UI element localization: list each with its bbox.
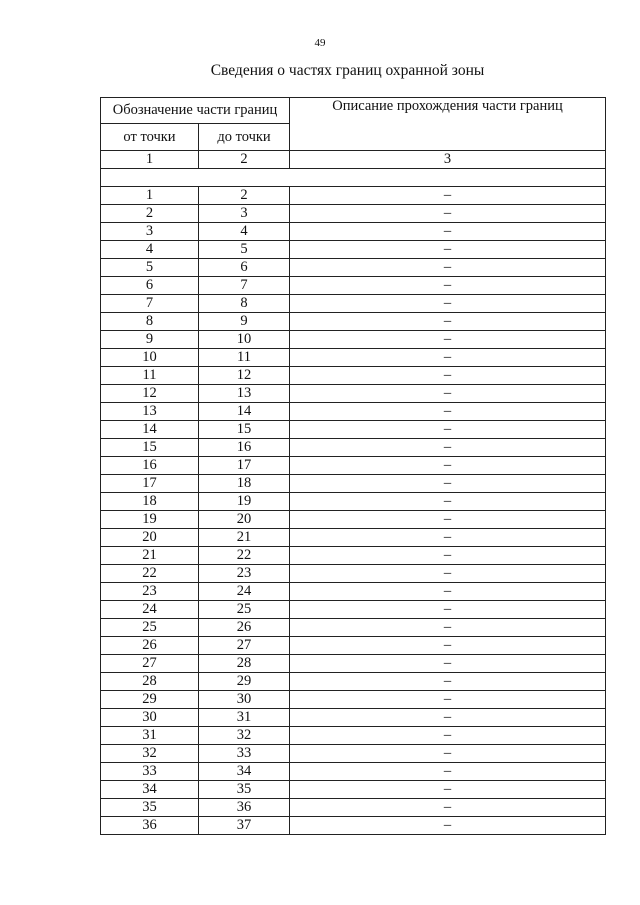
from-point-cell: 36 [101, 817, 199, 835]
description-cell: – [290, 781, 606, 799]
description-cell: – [290, 439, 606, 457]
table-row [101, 277, 606, 295]
from-point-cell: 25 [101, 619, 199, 637]
description-cell: – [290, 457, 606, 475]
to-point-cell: 12 [199, 367, 290, 385]
table-row [101, 205, 606, 223]
description-cell: – [290, 763, 606, 781]
table-row [101, 493, 606, 511]
table-row [101, 511, 606, 529]
to-point-cell: 2 [199, 187, 290, 205]
table-row [101, 439, 606, 457]
header-to-point: до точки [199, 124, 290, 151]
from-point-cell: 12 [101, 385, 199, 403]
description-cell: – [290, 511, 606, 529]
description-cell: – [290, 493, 606, 511]
table-row [101, 349, 606, 367]
to-point-cell: 21 [199, 529, 290, 547]
column-number: 3 [290, 151, 606, 169]
from-point-cell: 6 [101, 277, 199, 295]
to-point-cell: 7 [199, 277, 290, 295]
empty-row [101, 169, 606, 187]
table-row [101, 295, 606, 313]
description-cell: – [290, 745, 606, 763]
from-point-cell: 31 [101, 727, 199, 745]
table-row [101, 187, 606, 205]
table-row [101, 385, 606, 403]
from-point-cell: 32 [101, 745, 199, 763]
to-point-cell: 11 [199, 349, 290, 367]
header-boundary-description: Описание прохождения части границ [290, 98, 606, 151]
table-row [101, 619, 606, 637]
from-point-cell: 20 [101, 529, 199, 547]
table-row [101, 763, 606, 781]
from-point-cell: 7 [101, 295, 199, 313]
to-point-cell: 14 [199, 403, 290, 421]
from-point-cell: 19 [101, 511, 199, 529]
to-point-cell: 20 [199, 511, 290, 529]
table-row [101, 313, 606, 331]
from-point-cell: 14 [101, 421, 199, 439]
from-point-cell: 8 [101, 313, 199, 331]
to-point-cell: 35 [199, 781, 290, 799]
from-point-cell: 16 [101, 457, 199, 475]
to-point-cell: 30 [199, 691, 290, 709]
from-point-cell: 13 [101, 403, 199, 421]
table-row [101, 727, 606, 745]
to-point-cell: 19 [199, 493, 290, 511]
description-cell: – [290, 367, 606, 385]
from-point-cell: 15 [101, 439, 199, 457]
to-point-cell: 24 [199, 583, 290, 601]
to-point-cell: 25 [199, 601, 290, 619]
to-point-cell: 13 [199, 385, 290, 403]
to-point-cell: 6 [199, 259, 290, 277]
table-row [101, 781, 606, 799]
description-cell: – [290, 727, 606, 745]
description-cell: – [290, 817, 606, 835]
description-cell: – [290, 637, 606, 655]
from-point-cell: 10 [101, 349, 199, 367]
table-row [101, 331, 606, 349]
description-cell: – [290, 331, 606, 349]
from-point-cell: 24 [101, 601, 199, 619]
header-from-point: от точки [101, 124, 199, 151]
table-row [101, 691, 606, 709]
table-row [101, 421, 606, 439]
description-cell: – [290, 277, 606, 295]
to-point-cell: 9 [199, 313, 290, 331]
to-point-cell: 33 [199, 745, 290, 763]
to-point-cell: 22 [199, 547, 290, 565]
from-point-cell: 22 [101, 565, 199, 583]
column-number: 1 [101, 151, 199, 169]
table-row [101, 241, 606, 259]
table-row [101, 745, 606, 763]
description-cell: – [290, 475, 606, 493]
table-row [101, 637, 606, 655]
description-cell: – [290, 295, 606, 313]
description-cell: – [290, 601, 606, 619]
description-cell: – [290, 529, 606, 547]
empty-cell [101, 169, 606, 187]
from-point-cell: 4 [101, 241, 199, 259]
description-cell: – [290, 187, 606, 205]
description-cell: – [290, 619, 606, 637]
to-point-cell: 23 [199, 565, 290, 583]
from-point-cell: 35 [101, 799, 199, 817]
description-cell: – [290, 709, 606, 727]
table-row [101, 817, 606, 835]
description-cell: – [290, 799, 606, 817]
description-cell: – [290, 385, 606, 403]
description-cell: – [290, 421, 606, 439]
from-point-cell: 34 [101, 781, 199, 799]
from-point-cell: 29 [101, 691, 199, 709]
to-point-cell: 32 [199, 727, 290, 745]
from-point-cell: 33 [101, 763, 199, 781]
description-cell: – [290, 223, 606, 241]
from-point-cell: 17 [101, 475, 199, 493]
description-cell: – [290, 349, 606, 367]
description-cell: – [290, 547, 606, 565]
description-cell: – [290, 259, 606, 277]
description-cell: – [290, 583, 606, 601]
to-point-cell: 31 [199, 709, 290, 727]
table-row [101, 709, 606, 727]
table-row [101, 529, 606, 547]
to-point-cell: 4 [199, 223, 290, 241]
column-number: 2 [199, 151, 290, 169]
to-point-cell: 17 [199, 457, 290, 475]
description-cell: – [290, 241, 606, 259]
from-point-cell: 5 [101, 259, 199, 277]
table-row [101, 799, 606, 817]
from-point-cell: 18 [101, 493, 199, 511]
table-row [101, 583, 606, 601]
from-point-cell: 30 [101, 709, 199, 727]
description-cell: – [290, 691, 606, 709]
boundary-parts-table [100, 97, 606, 835]
from-point-cell: 11 [101, 367, 199, 385]
from-point-cell: 27 [101, 655, 199, 673]
header-boundary-designation: Обозначение части границ [101, 98, 290, 124]
to-point-cell: 8 [199, 295, 290, 313]
from-point-cell: 2 [101, 205, 199, 223]
from-point-cell: 9 [101, 331, 199, 349]
to-point-cell: 5 [199, 241, 290, 259]
table-body [101, 187, 606, 835]
table-row [101, 547, 606, 565]
to-point-cell: 27 [199, 637, 290, 655]
to-point-cell: 28 [199, 655, 290, 673]
to-point-cell: 37 [199, 817, 290, 835]
to-point-cell: 15 [199, 421, 290, 439]
table-row [101, 403, 606, 421]
to-point-cell: 18 [199, 475, 290, 493]
to-point-cell: 3 [199, 205, 290, 223]
description-cell: – [290, 655, 606, 673]
to-point-cell: 26 [199, 619, 290, 637]
description-cell: – [290, 673, 606, 691]
table-row [101, 367, 606, 385]
to-point-cell: 16 [199, 439, 290, 457]
from-point-cell: 21 [101, 547, 199, 565]
to-point-cell: 34 [199, 763, 290, 781]
description-cell: – [290, 565, 606, 583]
from-point-cell: 3 [101, 223, 199, 241]
from-point-cell: 28 [101, 673, 199, 691]
from-point-cell: 1 [101, 187, 199, 205]
from-point-cell: 23 [101, 583, 199, 601]
table-row [101, 223, 606, 241]
table-row [101, 673, 606, 691]
table-row [101, 565, 606, 583]
table-row [101, 457, 606, 475]
description-cell: – [290, 403, 606, 421]
to-point-cell: 29 [199, 673, 290, 691]
table-row [101, 601, 606, 619]
table-row [101, 259, 606, 277]
table-row [101, 655, 606, 673]
from-point-cell: 26 [101, 637, 199, 655]
description-cell: – [290, 205, 606, 223]
to-point-cell: 36 [199, 799, 290, 817]
column-number-row [101, 151, 606, 169]
to-point-cell: 10 [199, 331, 290, 349]
page-number: 49 [314, 37, 326, 49]
table-row [101, 475, 606, 493]
description-cell: – [290, 313, 606, 331]
page-title: Сведения о частях границ охранной зоны [210, 62, 485, 79]
